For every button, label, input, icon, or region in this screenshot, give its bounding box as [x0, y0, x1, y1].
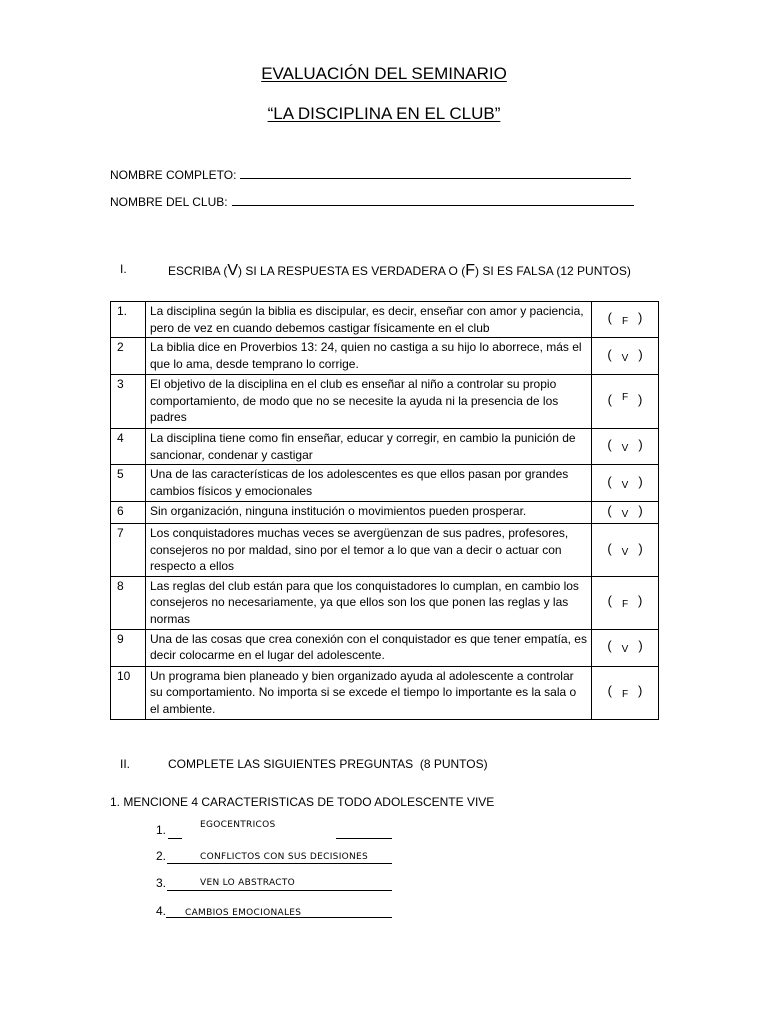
answer-3-text: VEN LO ABSTRACTO — [200, 878, 296, 888]
paren-close: ) — [638, 473, 643, 489]
answer-mark: V — [621, 352, 629, 364]
instr-v: V — [227, 262, 239, 279]
section-2-instructions — [168, 757, 488, 771]
row-statement: Sin organización, ninguna institución o movimientos pueden prosperar. — [146, 502, 592, 524]
row-number: 4 — [111, 429, 146, 465]
instr-points: 12 PUNTOS — [560, 264, 627, 278]
section-1-instructions — [168, 262, 631, 280]
table-row — [111, 338, 659, 375]
section-2-number: II. — [120, 757, 131, 771]
paren-open: ( — [607, 638, 612, 654]
instr-part-c: ) SI ES FALSA ( — [475, 264, 561, 278]
answer-box[interactable] — [592, 465, 659, 502]
answer-box[interactable] — [592, 524, 659, 577]
paren-open: ( — [607, 310, 612, 326]
answer-box[interactable] — [592, 338, 659, 375]
answer-number: 2. — [156, 849, 167, 863]
answer-box[interactable] — [592, 629, 659, 666]
row-statement: Las reglas del club están para que los conquistadores lo cumplan, en cambio los consejeros no necesariamente, ya que ellos son los que ponen las reglas y las normas — [146, 576, 592, 629]
answer-2-text: CONFLICTOS CON SUS DECISIONES — [200, 852, 369, 862]
answer-box[interactable] — [592, 502, 659, 524]
answer-box[interactable] — [592, 666, 659, 719]
paren-close: ) — [638, 503, 643, 519]
section-1-number: I. — [120, 262, 127, 276]
paren-open: ( — [607, 683, 612, 699]
table-row — [111, 429, 659, 465]
paren-close: ) — [638, 638, 643, 654]
answer-mark: V — [621, 479, 629, 491]
row-statement: Un programa bien planeado y bien organizado ayuda al adolescente a controlar su comportamiento. No importa si se excede el tiempo lo importante es la sala o el ambiente. — [146, 666, 592, 719]
row-statement: La disciplina tiene como fin enseñar, educar y corregir, en cambio la punición de sancionar, condenar y castigar — [146, 429, 592, 465]
row-statement: Los conquistadores muchas veces se avergüenzan de sus padres, profesores, consejeros no por maldad, sino por el temor a lo que van a decir o actuar con respecto a ellos — [146, 524, 592, 577]
row-number: 2 — [111, 338, 146, 375]
table-row — [111, 576, 659, 629]
club-name-line[interactable] — [232, 193, 634, 206]
answer-mark: V — [621, 644, 629, 656]
instr-f: F — [465, 262, 475, 279]
instr-part-b: ) SI LA RESPUESTA ES VERDADERA O ( — [238, 264, 466, 278]
page-subtitle: “LA DISCIPLINA EN EL CLUB” — [267, 104, 501, 123]
answer-2-underline — [167, 863, 392, 864]
table-row — [111, 465, 659, 502]
paren-open: ( — [607, 503, 612, 519]
row-number: 7 — [111, 524, 146, 577]
answer-box[interactable] — [592, 576, 659, 629]
section-2-text: COMPLETE LAS SIGUIENTES PREGUNTAS — [168, 757, 414, 771]
paren-open: ( — [607, 593, 612, 609]
table-row — [111, 629, 659, 666]
paren-close: ) — [638, 540, 643, 556]
answer-3-underline — [167, 890, 392, 891]
row-number: 6 — [111, 502, 146, 524]
instr-part-a: ESCRIBA ( — [168, 264, 228, 278]
club-name-field[interactable] — [110, 193, 634, 209]
paren-close: ) — [638, 683, 643, 699]
question-1-label: 1. MENCIONE 4 CARACTERISTICAS DE TODO ADOLESCENTE VIVE — [110, 795, 495, 809]
paren-close: ) — [638, 593, 643, 609]
row-number: 3 — [111, 375, 146, 429]
paren-open: ( — [607, 346, 612, 362]
answer-mark: V — [621, 546, 629, 558]
answer-1-underline-short — [168, 838, 182, 839]
answer-mark: F — [621, 689, 629, 701]
answer-box[interactable] — [592, 429, 659, 465]
answer-mark: F — [621, 316, 629, 328]
row-statement: La disciplina según la biblia es discipular, es decir, enseñar con amor y paciencia, pero de vez en cuando debemos castigar físicamente en el club — [146, 302, 592, 338]
answer-mark: F — [621, 392, 629, 404]
section-2-points: (8 PUNTOS) — [419, 757, 488, 771]
table-row — [111, 502, 659, 524]
true-false-table — [110, 301, 659, 720]
row-statement: La biblia dice en Proverbios 13: 24, quien no castiga a su hijo lo aborrece, más el que lo ama, desde temprano lo corrige. — [146, 338, 592, 375]
row-statement: El objetivo de la disciplina en el club es enseñar al niño a controlar su propio comportamiento, de modo que no se necesite la ayuda ni la presencia de los padres — [146, 375, 592, 429]
row-number: 9 — [111, 629, 146, 666]
answer-1-text: EGOCENTRICOS — [200, 820, 276, 830]
club-name-label: NOMBRE DEL CLUB: — [110, 195, 228, 209]
row-number: 10 — [111, 666, 146, 719]
answer-number: 4. — [156, 904, 167, 918]
answer-number: 1. — [156, 823, 167, 837]
full-name-line[interactable] — [240, 166, 631, 179]
paren-open: ( — [607, 437, 612, 453]
answer-mark: V — [621, 509, 629, 521]
paren-close: ) — [638, 346, 643, 362]
paren-open: ( — [607, 473, 612, 489]
table-row — [111, 302, 659, 338]
table-row — [111, 524, 659, 577]
answer-4-text: CAMBIOS EMOCIONALES — [185, 908, 302, 918]
table-row — [111, 666, 659, 719]
row-statement: Una de las características de los adolescentes es que ellos pasan por grandes cambios físicos y emocionales — [146, 465, 592, 502]
row-number: 5 — [111, 465, 146, 502]
table-row — [111, 375, 659, 429]
answer-number: 3. — [156, 876, 167, 890]
row-statement: Una de las cosas que crea conexión con el conquistador es que tener empatía, es decir colocarme en el lugar del adolescente. — [146, 629, 592, 666]
instr-part-d: ) — [626, 264, 631, 278]
paren-open: ( — [607, 392, 612, 408]
full-name-field[interactable] — [110, 166, 631, 182]
paren-close: ) — [638, 437, 643, 453]
full-name-label: NOMBRE COMPLETO: — [110, 168, 237, 182]
answer-box[interactable] — [592, 302, 659, 338]
answer-mark: F — [621, 599, 629, 611]
paren-close: ) — [638, 392, 643, 408]
answer-box[interactable] — [592, 375, 659, 429]
answer-mark: V — [621, 443, 629, 455]
answer-1-underline — [336, 838, 392, 839]
paren-open: ( — [607, 540, 612, 556]
row-number: 8 — [111, 576, 146, 629]
page-title: EVALUACIÓN DEL SEMINARIO — [261, 64, 507, 83]
row-number: 1. — [111, 302, 146, 338]
paren-close: ) — [638, 310, 643, 326]
